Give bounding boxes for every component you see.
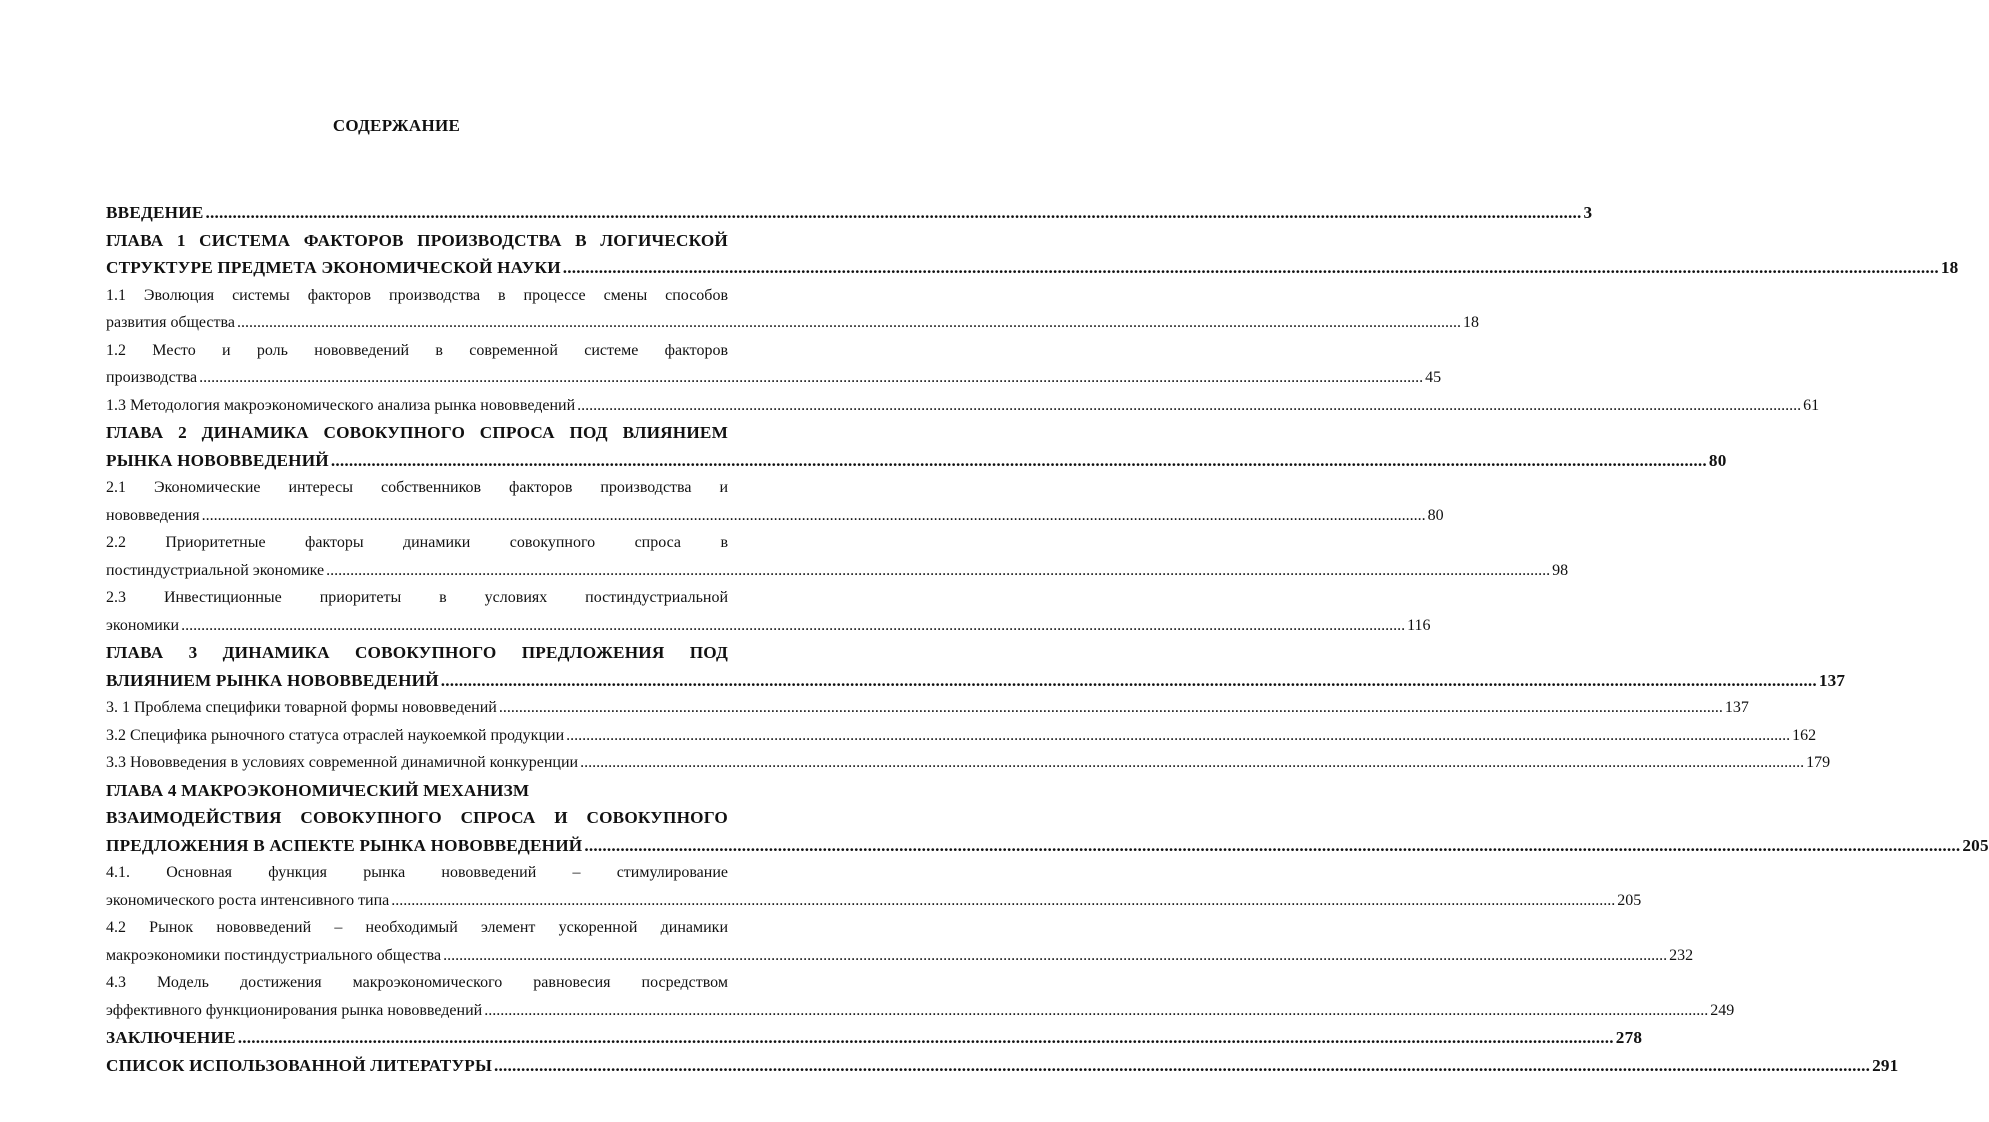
toc-chapter-4-heading-cont[interactable]: ВЗАИМОДЕЙСТВИЯ СОВОКУПНОГО СПРОСА И СОВОКУПНОГО <box>106 808 728 827</box>
dot-leader: .................................................................................................................................................................................................................................................................................................................. <box>484 1001 1709 1019</box>
toc-entry-text: производства <box>106 369 198 386</box>
toc-entry-text: 1.3 Методология макроэкономического анализа рынка нововведений <box>106 396 576 414</box>
toc-section-4-2-cont[interactable] <box>106 942 1694 970</box>
toc-chapter-4-heading-end[interactable] <box>106 832 1989 860</box>
toc-chapter-1-heading[interactable]: ГЛАВА 1 СИСТЕМА ФАКТОРОВ ПРОИЗВОДСТВА В ЛОГИЧЕСКОЙ <box>106 230 728 250</box>
dot-leader: .................................................................................................................................................................................................................................................................................................................. <box>562 258 1939 277</box>
toc-chapter-3-heading[interactable]: ГЛАВА 3 ДИНАМИКА СОВОКУПНОГО ПРЕДЛОЖЕНИЯ ПОД <box>106 643 728 662</box>
toc-section-4-1[interactable]: 4.1. Основная функция рынка нововведений – стимулирование <box>106 864 728 881</box>
toc-entry-text: 3. 1 Проблема специфики товарной формы нововведений <box>106 699 497 716</box>
toc-entry-text: ВЛИЯНИЕМ РЫНКА НОВОВВЕДЕНИЙ <box>106 670 439 690</box>
page-title: СОДЕРЖАНИЕ <box>332 116 461 135</box>
toc-entry-text: экономики <box>106 616 180 634</box>
dot-leader: .................................................................................................................................................................................................................................................................................................................. <box>181 616 1406 634</box>
toc-section-2-3[interactable]: 2.3 Инвестиционные приоритеты в условиях постиндустриальной <box>106 589 728 606</box>
toc-page-number: 278 <box>1615 1028 1643 1047</box>
toc-page-number: 205 <box>1617 891 1642 909</box>
dot-leader: .................................................................................................................................................................................................................................................................................................................. <box>326 561 1551 579</box>
toc-section-4-1-cont[interactable] <box>106 887 1642 915</box>
dot-leader: .................................................................................................................................................................................................................................................................................................................. <box>494 1055 1871 1075</box>
toc-page-number: 98 <box>1552 561 1569 579</box>
toc-section-2-2-cont[interactable] <box>106 557 1569 585</box>
dot-leader: .................................................................................................................................................................................................................................................................................................................. <box>577 396 1802 414</box>
toc-page-number: 18 <box>1940 258 1959 277</box>
toc-entry-text: СТРУКТУРЕ ПРЕДМЕТА ЭКОНОМИЧЕСКОЙ НАУКИ <box>106 258 561 277</box>
toc-entry-text: эффективного функционирования рынка нововведений <box>106 1001 483 1019</box>
toc-chapter-2-heading-cont[interactable] <box>106 447 1727 475</box>
toc-page-number: 205 <box>1962 835 1989 855</box>
toc-entry-text: СПИСОК ИСПОЛЬЗОВАННОЙ ЛИТЕРАТУРЫ <box>106 1055 493 1075</box>
toc-entry-text: экономического роста интенсивного типа <box>106 891 390 909</box>
toc-page-number: 18 <box>1462 314 1479 331</box>
toc-page-number: 291 <box>1872 1055 1899 1075</box>
dot-leader: .................................................................................................................................................................................................................................................................................................................. <box>237 1028 1614 1047</box>
toc-section-2-1[interactable]: 2.1 Экономические интересы собственников факторов производства и <box>106 479 728 496</box>
toc-page-number: 137 <box>1724 699 1749 716</box>
dot-leader: .................................................................................................................................................................................................................................................................................................................. <box>199 369 1424 386</box>
toc-page-number: 116 <box>1407 616 1431 634</box>
dot-leader: .................................................................................................................................................................................................................................................................................................................. <box>330 450 1707 470</box>
toc-section-4-3[interactable]: 4.3 Модель достижения макроэкономического равновесия посредством <box>106 974 728 991</box>
dot-leader: .................................................................................................................................................................................................................................................................................................................. <box>443 946 1668 964</box>
dot-leader: .................................................................................................................................................................................................................................................................................................................. <box>566 726 1791 744</box>
toc-entry-text: ПРЕДЛОЖЕНИЯ В АСПЕКТЕ РЫНКА НОВОВВЕДЕНИЙ <box>106 835 583 855</box>
toc-section-1-2-cont[interactable] <box>106 364 1442 392</box>
dot-leader: .................................................................................................................................................................................................................................................................................................................. <box>236 314 1461 331</box>
dot-leader: .................................................................................................................................................................................................................................................................................................................. <box>580 754 1805 771</box>
toc-page-number: 45 <box>1425 369 1442 386</box>
toc-chapter-1-heading-cont[interactable] <box>106 254 1959 282</box>
dot-leader: .................................................................................................................................................................................................................................................................................................................. <box>201 506 1426 524</box>
toc-page-number: 61 <box>1803 396 1820 414</box>
toc-entry-text: постиндустриальной экономике <box>106 561 325 579</box>
toc-section-3-2[interactable] <box>106 722 1817 750</box>
toc-entry-text: ЗАКЛЮЧЕНИЕ <box>106 1028 236 1047</box>
dot-leader: .................................................................................................................................................................................................................................................................................................................. <box>391 891 1616 909</box>
toc-page-number: 3 <box>1583 203 1593 222</box>
toc-entry-text: 3.3 Нововведения в условиях современной динамичной конкуренции <box>106 754 579 771</box>
toc-entry-conclusion[interactable] <box>106 1024 1643 1052</box>
toc-entry-text: развития общества <box>106 314 235 331</box>
toc-section-1-3[interactable] <box>106 392 1820 420</box>
toc-section-2-3-cont[interactable] <box>106 612 1431 640</box>
toc-section-2-1-cont[interactable] <box>106 502 1444 530</box>
dot-leader: .................................................................................................................................................................................................................................................................................................................. <box>584 835 1961 855</box>
toc-section-2-2[interactable]: 2.2 Приоритетные факторы динамики совокупного спроса в <box>106 534 728 551</box>
dot-leader: .................................................................................................................................................................................................................................................................................................................. <box>205 203 1582 222</box>
toc-page-number: 249 <box>1710 1001 1735 1019</box>
toc-section-4-3-cont[interactable] <box>106 997 1735 1025</box>
toc-entry-introduction[interactable] <box>106 199 1593 227</box>
toc-entry-text: макроэкономики постиндустриального общества <box>106 946 442 964</box>
toc-page-number: 179 <box>1806 754 1831 771</box>
toc-entry-text: РЫНКА НОВОВВЕДЕНИЙ <box>106 450 329 470</box>
toc-chapter-3-heading-cont[interactable] <box>106 667 1846 695</box>
toc-page-number: 80 <box>1708 450 1727 470</box>
toc-page-number: 137 <box>1818 670 1846 690</box>
toc-section-3-1[interactable] <box>106 694 1749 722</box>
toc-section-1-1[interactable]: 1.1 Эволюция системы факторов производства в процессе смены способов <box>106 286 728 304</box>
toc-section-1-2[interactable]: 1.2 Место и роль нововведений в современной системе факторов <box>106 341 728 359</box>
toc-entry-text: ВВЕДЕНИЕ <box>106 203 204 222</box>
toc-page-number: 232 <box>1669 946 1694 964</box>
toc-entry-text: нововведения <box>106 506 200 524</box>
toc-section-4-2[interactable]: 4.2 Рынок нововведений – необходимый элемент ускоренной динамики <box>106 919 728 936</box>
dot-leader: .................................................................................................................................................................................................................................................................................................................. <box>498 699 1723 716</box>
toc-page-number: 80 <box>1427 506 1444 524</box>
toc-section-3-3[interactable] <box>106 749 1831 777</box>
toc-chapter-2-heading[interactable]: ГЛАВА 2 ДИНАМИКА СОВОКУПНОГО СПРОСА ПОД ВЛИЯНИЕМ <box>106 423 728 442</box>
toc-entry-bibliography[interactable] <box>106 1052 1899 1080</box>
toc-section-1-1-cont[interactable] <box>106 309 1479 337</box>
toc-page-number: 162 <box>1792 726 1817 744</box>
dot-leader: .................................................................................................................................................................................................................................................................................................................. <box>440 670 1817 690</box>
table-of-contents <box>106 199 1989 1079</box>
toc-chapter-4-heading[interactable]: ГЛАВА 4 МАКРОЭКОНОМИЧЕСКИЙ МЕХАНИЗМ <box>106 780 530 800</box>
toc-entry-text: 3.2 Специфика рыночного статуса отраслей наукоемкой продукции <box>106 726 565 744</box>
